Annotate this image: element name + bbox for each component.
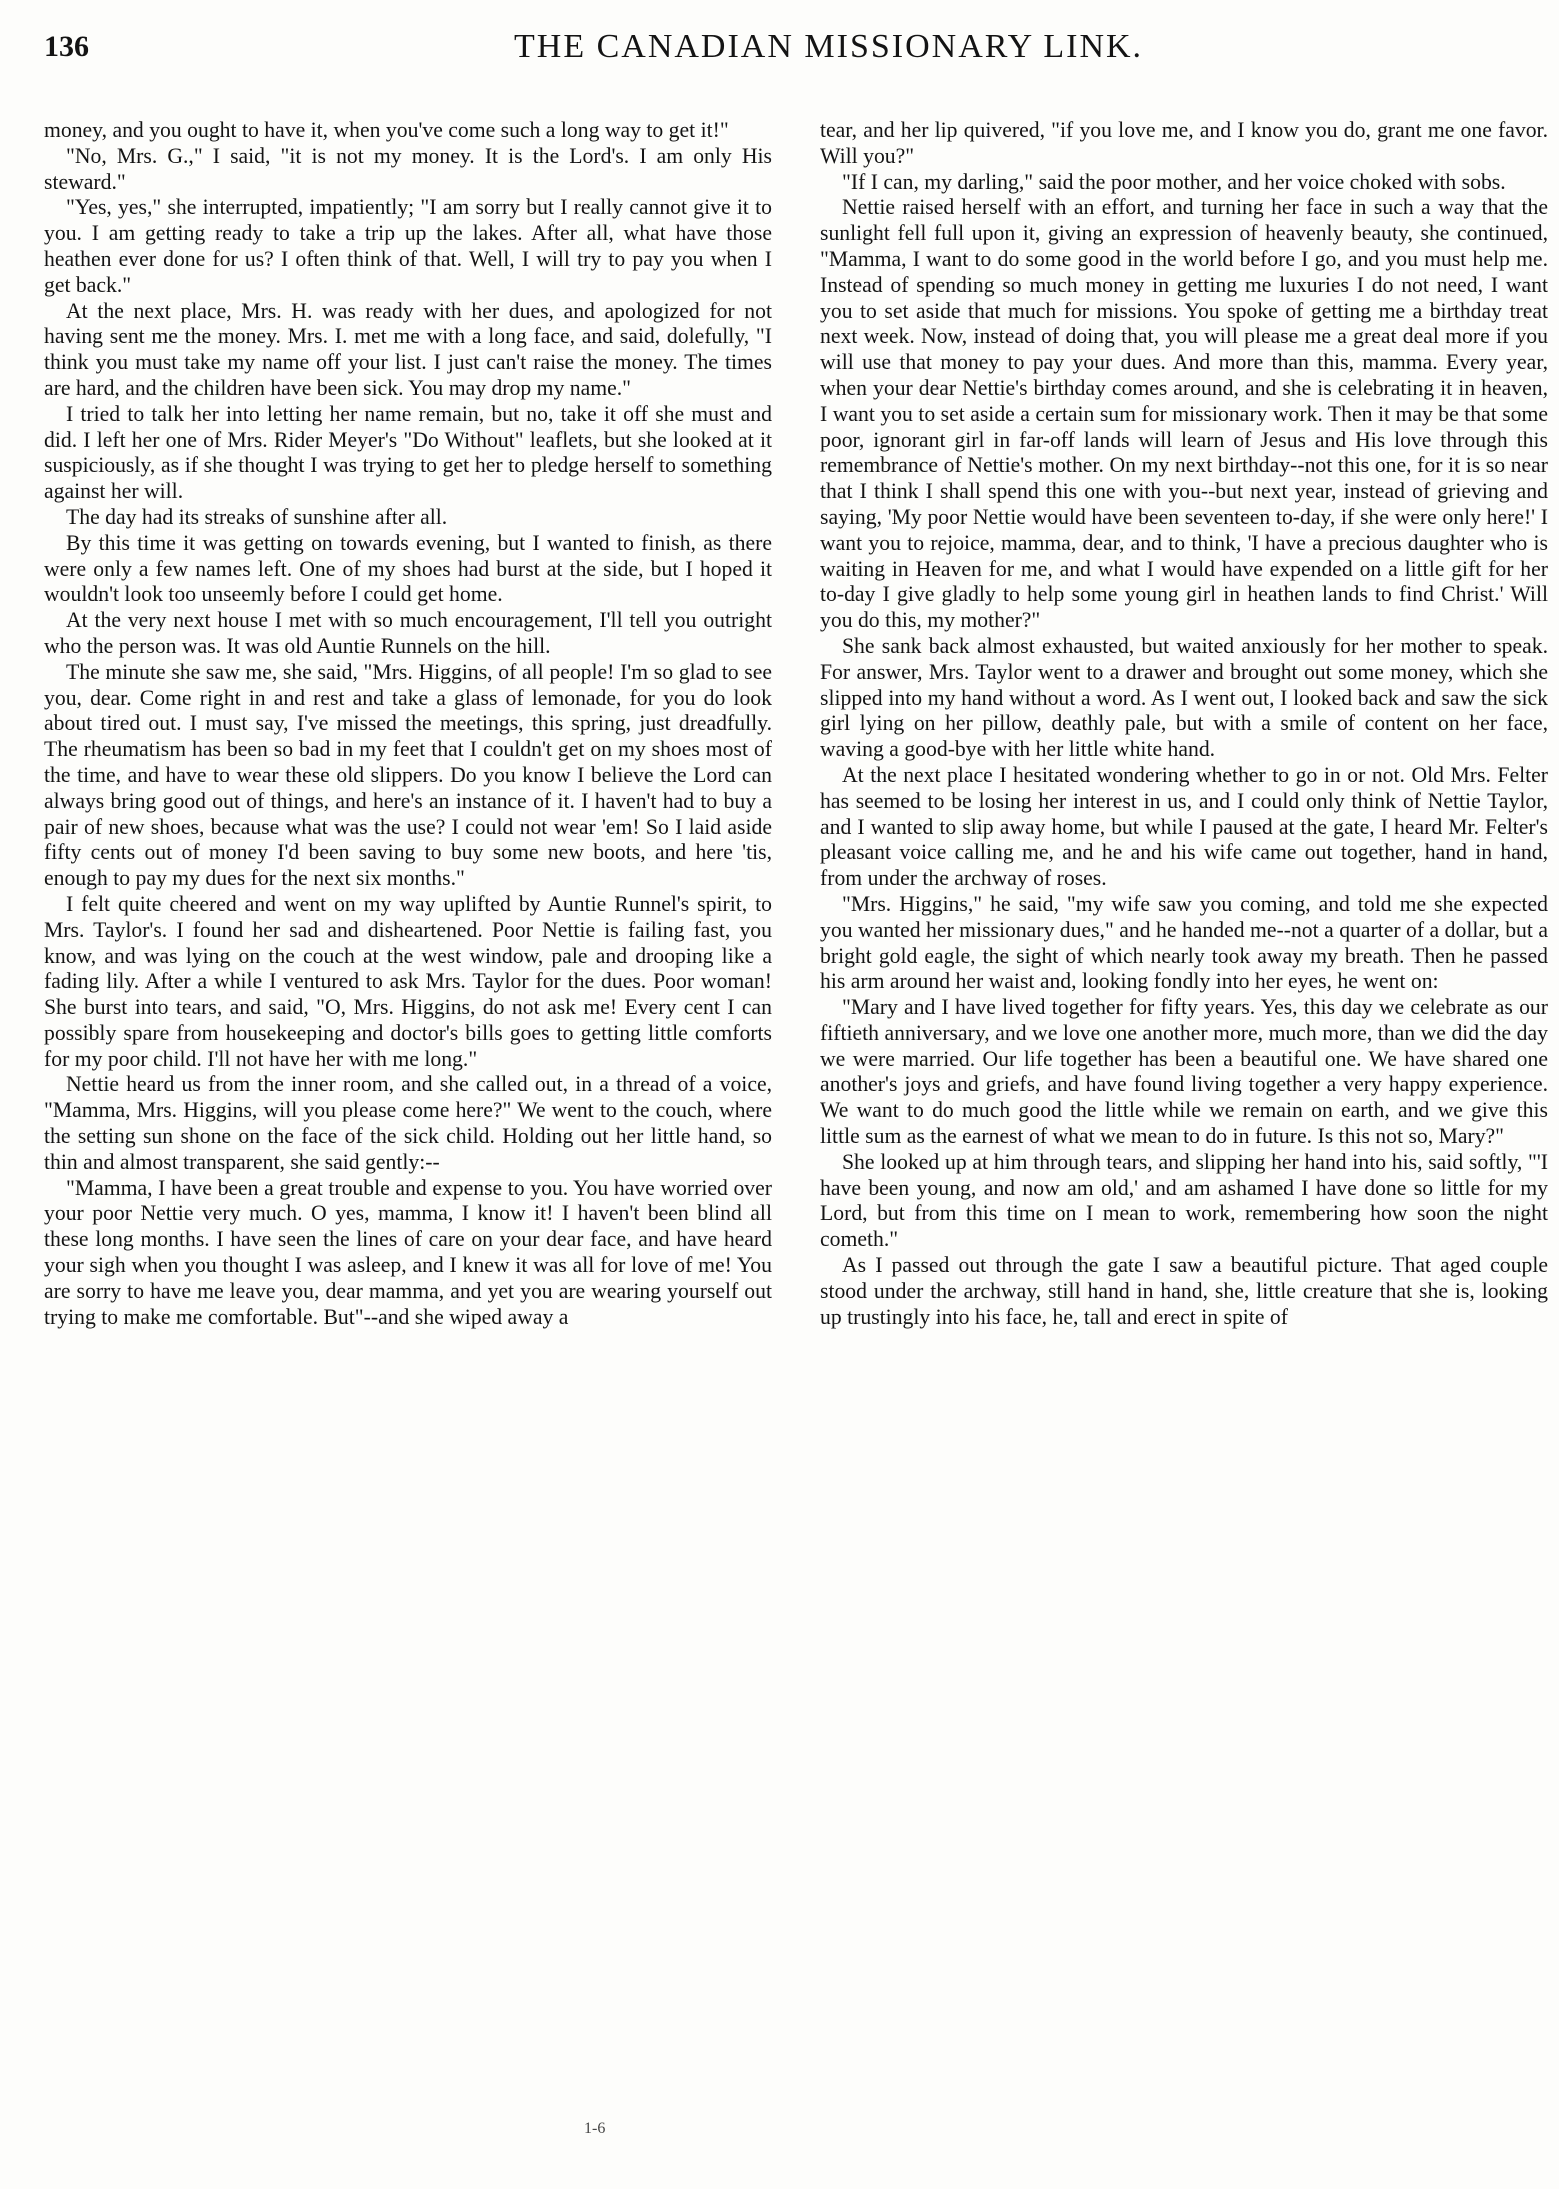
journal-title: THE CANADIAN MISSIONARY LINK. xyxy=(514,28,1144,65)
paragraph: tear, and her lip quivered, "if you love me, and I know you do, grant me one favor. Will you?" xyxy=(820,118,1548,168)
right-column xyxy=(820,118,1548,2138)
paragraph: The day had its streaks of sunshine after all. xyxy=(66,504,448,529)
paragraph: Nettie heard us from the inner room, and she called out, in a thread of a voice, "Mamma, Mrs. Higgins, will you please come here?" We went to the couch, where the setting sun shone on the face of the sick child. Holding out her little hand, so thin and almost transparent, she said gently:-- xyxy=(44,1072,772,1174)
footer-mark: 1-6 xyxy=(584,2120,606,2137)
paragraph: By this time it was getting on towards evening, but I wanted to finish, as there were only a few names left. One of my shoes had burst at the side, but I hoped it wouldn't look too unseemly before I could get home. xyxy=(44,530,772,607)
paragraph: The minute she saw me, she said, "Mrs. Higgins, of all people! I'm so glad to see you, dear. Come right in and rest and take a glass of lemonade, for you do look about tired out. I must say, I've missed the meetings, this spring, just dreadfully. The rheumatism has been so bad in my feet that I couldn't get on my shoes most of the time, and have to wear these old slippers. Do you know I believe the Lord can always bring good out of things, and here's an instance of it. I haven't had to buy a pair of new shoes, because what was the use? I could not wear 'em! So I laid aside fifty cents out of money I'd been saving to buy some new boots, and here 'tis, enough to pay my dues for the next six months." xyxy=(44,659,772,891)
paragraph: At the next place, Mrs. H. was ready with her dues, and apologized for not having sent me the money. Mrs. I. met me with a long face, and said, dolefully, "I think you must take my name off your list. I just can't raise the money. The times are hard, and the children have been sick. You may drop my name." xyxy=(44,298,772,400)
paragraph: money, and you ought to have it, when you've come such a long way to get it!" xyxy=(44,118,729,142)
paragraph: As I passed out through the gate I saw a beautiful picture. That aged couple stood under the archway, still hand in hand, she, little creature that she is, looking up trustingly into his face, he, tall and erect in spite of xyxy=(820,1253,1548,1329)
page-number: 136 xyxy=(44,30,89,63)
page-header xyxy=(44,26,1544,86)
left-column xyxy=(44,118,772,2138)
paragraph: "Mamma, I have been a great trouble and expense to you. You have worried over your poor Nettie very much. O yes, mamma, I know it! I haven't been blind all these long months. I have seen the lines of care on your dear face, and have heard your sigh when you thought I was asleep, and I knew it was all for love of me! You are sorry to have me leave you, dear mamma, and yet you are wearing yourself out trying to make me comfortable. But"--and she wiped away a xyxy=(44,1175,772,1329)
paragraph: "Mary and I have lived together for fifty years. Yes, this day we celebrate as our fiftieth anniversary, and we love one another more, much more, than we did the day we were married. Our life together has been a beautiful one. We have shared one another's joys and griefs, and have found living together a very happy experience. We want to do much good the little while we remain on earth, and we give this little sum as the earnest of what we mean to do in future. Is this not so, Mary?" xyxy=(820,995,1548,1149)
paragraph: "If I can, my darling," said the poor mother, and her voice choked with sobs. xyxy=(842,169,1506,194)
paragraph: "Mrs. Higgins," he said, "my wife saw you coming, and told me she expected you wanted her missionary dues," and he handed me--not a quarter of a dollar, but a bright gold eagle, the sight of which nearly took away my breath. Then he passed his arm around her waist and, looking fondly into her eyes, he went on: xyxy=(820,891,1548,994)
paragraph: At the next place I hesitated wondering whether to go in or not. Old Mrs. Felter has seemed to be losing her interest in us, and I could only think of Nettie Taylor, and I wanted to slip away home, but while I paused at the gate, I heard Mr. Felter's pleasant voice calling me, and he and his wife came out together, hand in hand, from under the archway of roses. xyxy=(820,762,1548,891)
paragraph: I tried to talk her into letting her name remain, but no, take it off she must and did. I left her one of Mrs. Rider Meyer's "Do Without" leaflets, but she looked at it suspiciously, as if she thought I was trying to get her to pledge herself to something against her will. xyxy=(44,401,772,504)
paragraph: I felt quite cheered and went on my way uplifted by Auntie Runnel's spirit, to Mrs. Taylor's. I found her sad and disheartened. Poor Nettie is failing fast, you know, and was lying on the couch at the west window, pale and drooping like a fading lily. After a while I ventured to ask Mrs. Taylor for the dues. Poor woman! She burst into tears, and said, "O, Mrs. Higgins, do not ask me! Every cent I can possibly spare from housekeeping and doctor's bills goes to getting little comforts for my poor child. I'll not have her with me long." xyxy=(44,891,772,1071)
text-columns xyxy=(44,118,1548,2138)
paragraph: She looked up at him through tears, and slipping her hand into his, said softly, "'I have been young, and now am old,' and am ashamed I have done so little for my Lord, but from this time on I mean to work, remembering how soon the night cometh." xyxy=(820,1149,1548,1252)
paragraph: She sank back almost exhausted, but waited anxiously for her mother to speak. For answer, Mrs. Taylor went to a drawer and brought out some money, which she slipped into my hand without a word. As I went out, I looked back and saw the sick girl lying on her pillow, deathly pale, but with a smile of content on her face, waving a good-bye with her little white hand. xyxy=(820,633,1548,762)
paragraph: "No, Mrs. G.," I said, "it is not my money. It is the Lord's. I am only His steward." xyxy=(44,143,772,194)
paragraph: Nettie raised herself with an effort, and turning her face in such a way that the sunlight fell full upon it, giving an expression of heavenly beauty, she continued, "Mamma, I want to do some good in the world before I go, and you must help me. Instead of spending so much money in getting me luxuries I do not need, I want you to set aside that much for missions. You spoke of getting me a birthday treat next week. Now, instead of doing that, you will please me a great deal more if you will use that money to pay your dues. And more than this, mamma. Every year, when your dear Nettie's birthday comes around, and she is celebrating it in heaven, I want you to set aside a certain sum for missionary work. Then it may be that some poor, ignorant girl in far-off lands will learn of Jesus and His love through this remembrance of Nettie's mother. On my next birthday--not this one, for it is so near that I think I shall spend this one with you--but next year, instead of grieving and saying, 'My poor Nettie would have been seventeen to-day, if she were only here!' I want you to rejoice, mamma, dear, and to think, 'I have a precious daughter who is waiting in Heaven for me, and what I would have expended on a little gift for her to-day I give gladly to help some young girl in heathen lands to find Christ.' Will you do this, my mother?" xyxy=(820,195,1548,633)
paragraph: "Yes, yes," she interrupted, impatiently; "I am sorry but I really cannot give it to you. I am getting ready to take a trip up the lakes. After all, what have those heathen ever done for us? I often think of that. Well, I will try to pay you when I get back." xyxy=(44,195,772,297)
paragraph: At the very next house I met with so much encouragement, I'll tell you outright who the person was. It was old Auntie Runnels on the hill. xyxy=(44,608,772,658)
